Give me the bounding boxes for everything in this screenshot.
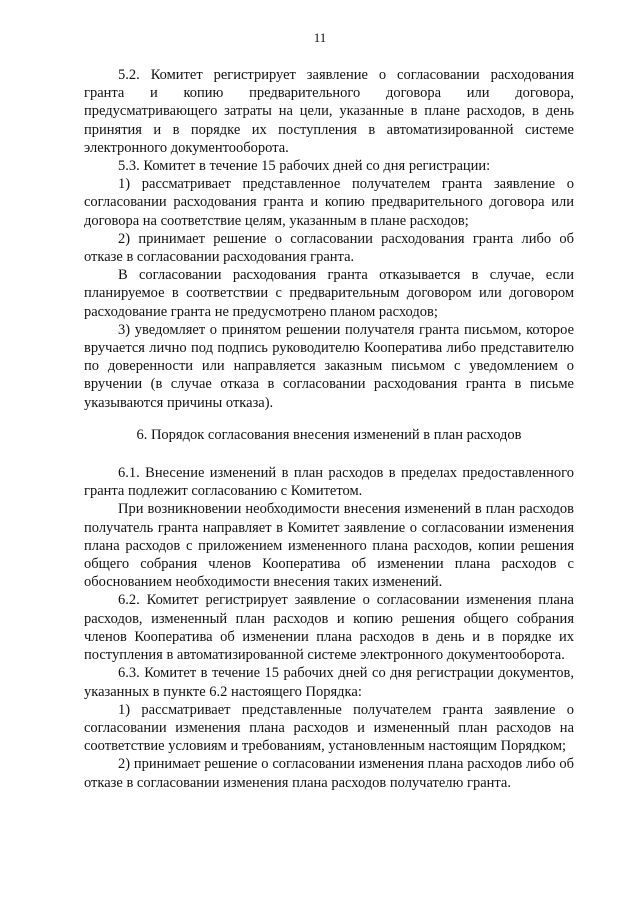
paragraph-5-3-item-3: 3) уведомляет о принятом решении получателя гранта письмом, которое вручается лично под подпись руководителю Кооператива либо представителю по доверенности или направляется заказным письмом с уведомлением о вручении (в случае отказа в согласовании расходования гранта в письме указываются причины отказа). bbox=[84, 321, 574, 411]
document-body bbox=[84, 66, 574, 792]
paragraph-6-3: 6.3. Комитет в течение 15 рабочих дней со дня регистрации документов, указанных в пункте 6.2 настоящего Порядка: bbox=[84, 665, 574, 700]
paragraph-5-3-item-1: 1) рассматривает представленное получателем гранта заявление о согласовании расходования гранта и копию предварительного договора или договора на соответствие целям, указанным в плане расходов; bbox=[84, 176, 574, 229]
paragraph-6-2: 6.2. Комитет регистрирует заявление о согласовании изменения плана расходов, измененный план расходов и копию решения общего собрания членов Кооператива об изменении плана расходов в день и в порядке их поступления в автоматизированной системе электронного документооборота. bbox=[84, 592, 574, 664]
paragraph-5-3: 5.3. Комитет в течение 15 рабочих дней со дня регистрации: bbox=[118, 158, 491, 175]
paragraph-5-3-item-2: 2) принимает решение о согласовании расходования гранта либо об отказе в согласовании расходования гранта. bbox=[84, 230, 574, 266]
paragraph-6-3-item-1: 1) рассматривает представленные получателем гранта заявление о согласовании изменения плана расходов и измененный план расходов на соответствие условиям и требованиям, установленным настоящим Порядком; bbox=[84, 701, 574, 755]
paragraph-5-2: 5.2. Комитет регистрирует заявление о согласовании расходования гранта и копию предварительного договора или договора, предусматривающего затраты на цели, указанные в плане расходов, в день принятия и в порядке их поступления в автоматизированной системе электронного документооборота. bbox=[84, 67, 574, 156]
paragraph-changes-procedure: При возникновении необходимости внесения изменений в план расходов получатель гранта направляет в Комитет заявление о согласовании изменения плана расходов с приложением измененного плана расходов, копии решения общего собрания членов Кооператива об изменении плана расходов с обоснованием необходимости внесения таких изменений. bbox=[84, 501, 574, 591]
paragraph-6-1: 6.1. Внесение изменений в план расходов в пределах предоставленного гранта подлежит согласованию с Комитетом. bbox=[84, 465, 574, 500]
page-number: 11 bbox=[313, 30, 327, 45]
paragraph-refusal-condition: В согласовании расходования гранта отказывается в случае, если планируемое в соответствии с предварительным договором или договором расходование гранта не предусмотрено планом расходов; bbox=[84, 267, 574, 320]
paragraph-6-3-item-2: 2) принимает решение о согласовании изменения плана расходов либо об отказе в согласовании изменения плана расходов получателю гранта. bbox=[84, 756, 574, 791]
section-heading: 6. Порядок согласования внесения изменений в план расходов bbox=[136, 426, 522, 443]
